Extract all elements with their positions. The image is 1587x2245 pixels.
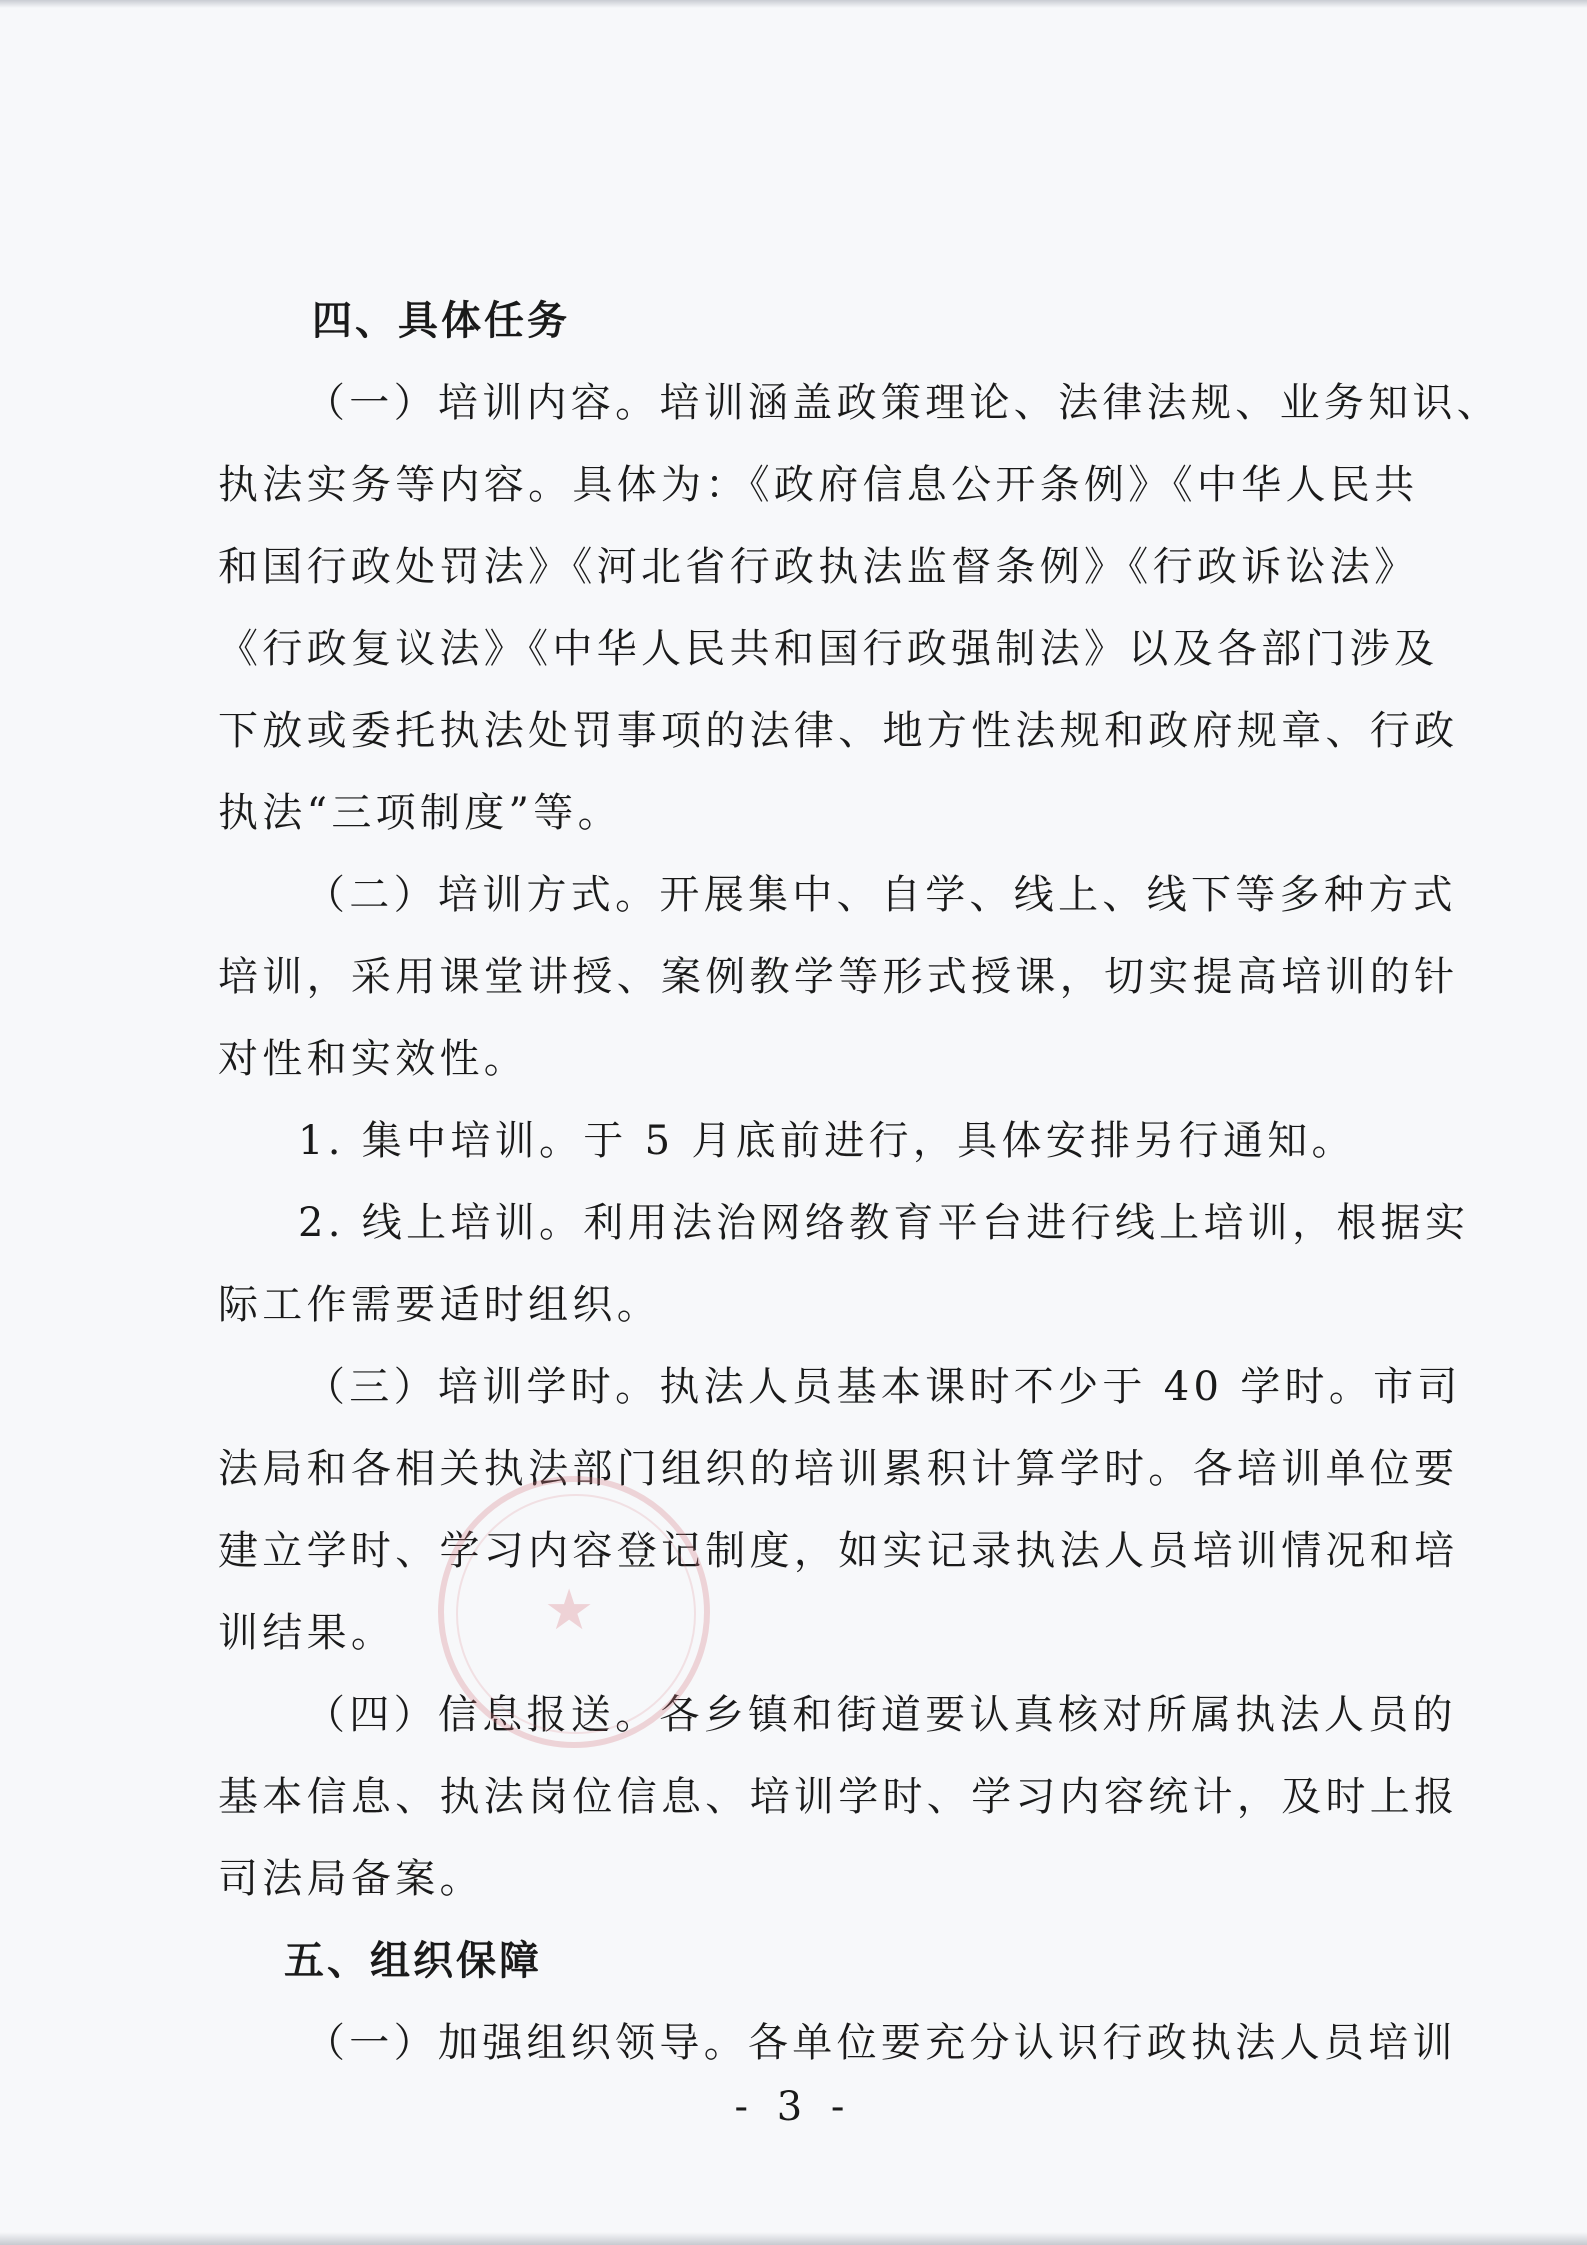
list-item-online-training <box>218 1182 1470 1346</box>
paragraph-training-hours <box>218 1346 1462 1674</box>
paragraph-line: 下放或委托执法处罚事项的法律、地方性法规和政府规章、行政 <box>218 708 1459 754</box>
paragraph-line: 2. 线上培训。利用法治网络教育平台进行线上培训，根据实 <box>298 1200 1470 1246</box>
paragraph-information-reporting <box>218 1674 1459 1920</box>
seal-star-icon: ★ <box>544 1578 595 1643</box>
paragraph-line: 对性和实效性。 <box>218 1036 529 1082</box>
list-item-centralized-training: 1. 集中培训。于 5 月底前进行，具体安排另行通知。 <box>298 1118 1356 1164</box>
paragraph-line: 和国行政处罚法》《河北省行政执法监督条例》《行政诉讼法》 <box>218 544 1419 590</box>
paragraph-line: 际工作需要适时组织。 <box>218 1282 661 1328</box>
paragraph-organization-leadership <box>218 2002 1457 2084</box>
paragraph-line: （三）培训学时。执法人员基本课时不少于 40 学时。市司 <box>305 1364 1462 1410</box>
paragraph-line: （一）培训内容。培训涵盖政策理论、法律法规、业务知识、 <box>305 380 1502 426</box>
document-body <box>218 280 1502 2084</box>
section-heading-tasks: 四、具体任务 <box>312 298 570 344</box>
section-heading-organization: 五、组织保障 <box>284 1938 542 1984</box>
paragraph-line: （一）加强组织领导。各单位要充分认识行政执法人员培训 <box>305 2020 1457 2066</box>
paragraph-training-method <box>218 854 1459 1100</box>
paragraph-line: 法局和各相关执法部门组织的培训累积计算学时。各培训单位要 <box>218 1446 1459 1492</box>
scan-edge-top <box>0 0 1587 8</box>
page-number: - 3 - <box>734 2084 853 2130</box>
paragraph-line: （二）培训方式。开展集中、自学、线上、线下等多种方式 <box>305 872 1457 918</box>
paragraph-line: 执法“三项制度”等。 <box>218 790 622 836</box>
paragraph-line: （四）信息报送。各乡镇和街道要认真核对所属执法人员的 <box>305 1692 1457 1738</box>
paragraph-line: 执法实务等内容。具体为：《政府信息公开条例》《中华人民共 <box>218 462 1419 508</box>
paragraph-line: 培训，采用课堂讲授、案例教学等形式授课，切实提高培训的针 <box>218 954 1459 1000</box>
paragraph-line: 建立学时、学习内容登记制度，如实记录执法人员培训情况和培 <box>218 1528 1459 1574</box>
paragraph-line: 基本信息、执法岗位信息、培训学时、学习内容统计，及时上报 <box>218 1774 1459 1820</box>
paragraph-training-content <box>218 362 1502 854</box>
paragraph-line: 训结果。 <box>218 1610 396 1656</box>
paragraph-line: 《行政复议法》《中华人民共和国行政强制法》以及各部门涉及 <box>218 626 1439 672</box>
paragraph-line: 司法局备案。 <box>218 1856 484 1902</box>
scan-edge-bottom <box>0 2232 1587 2245</box>
